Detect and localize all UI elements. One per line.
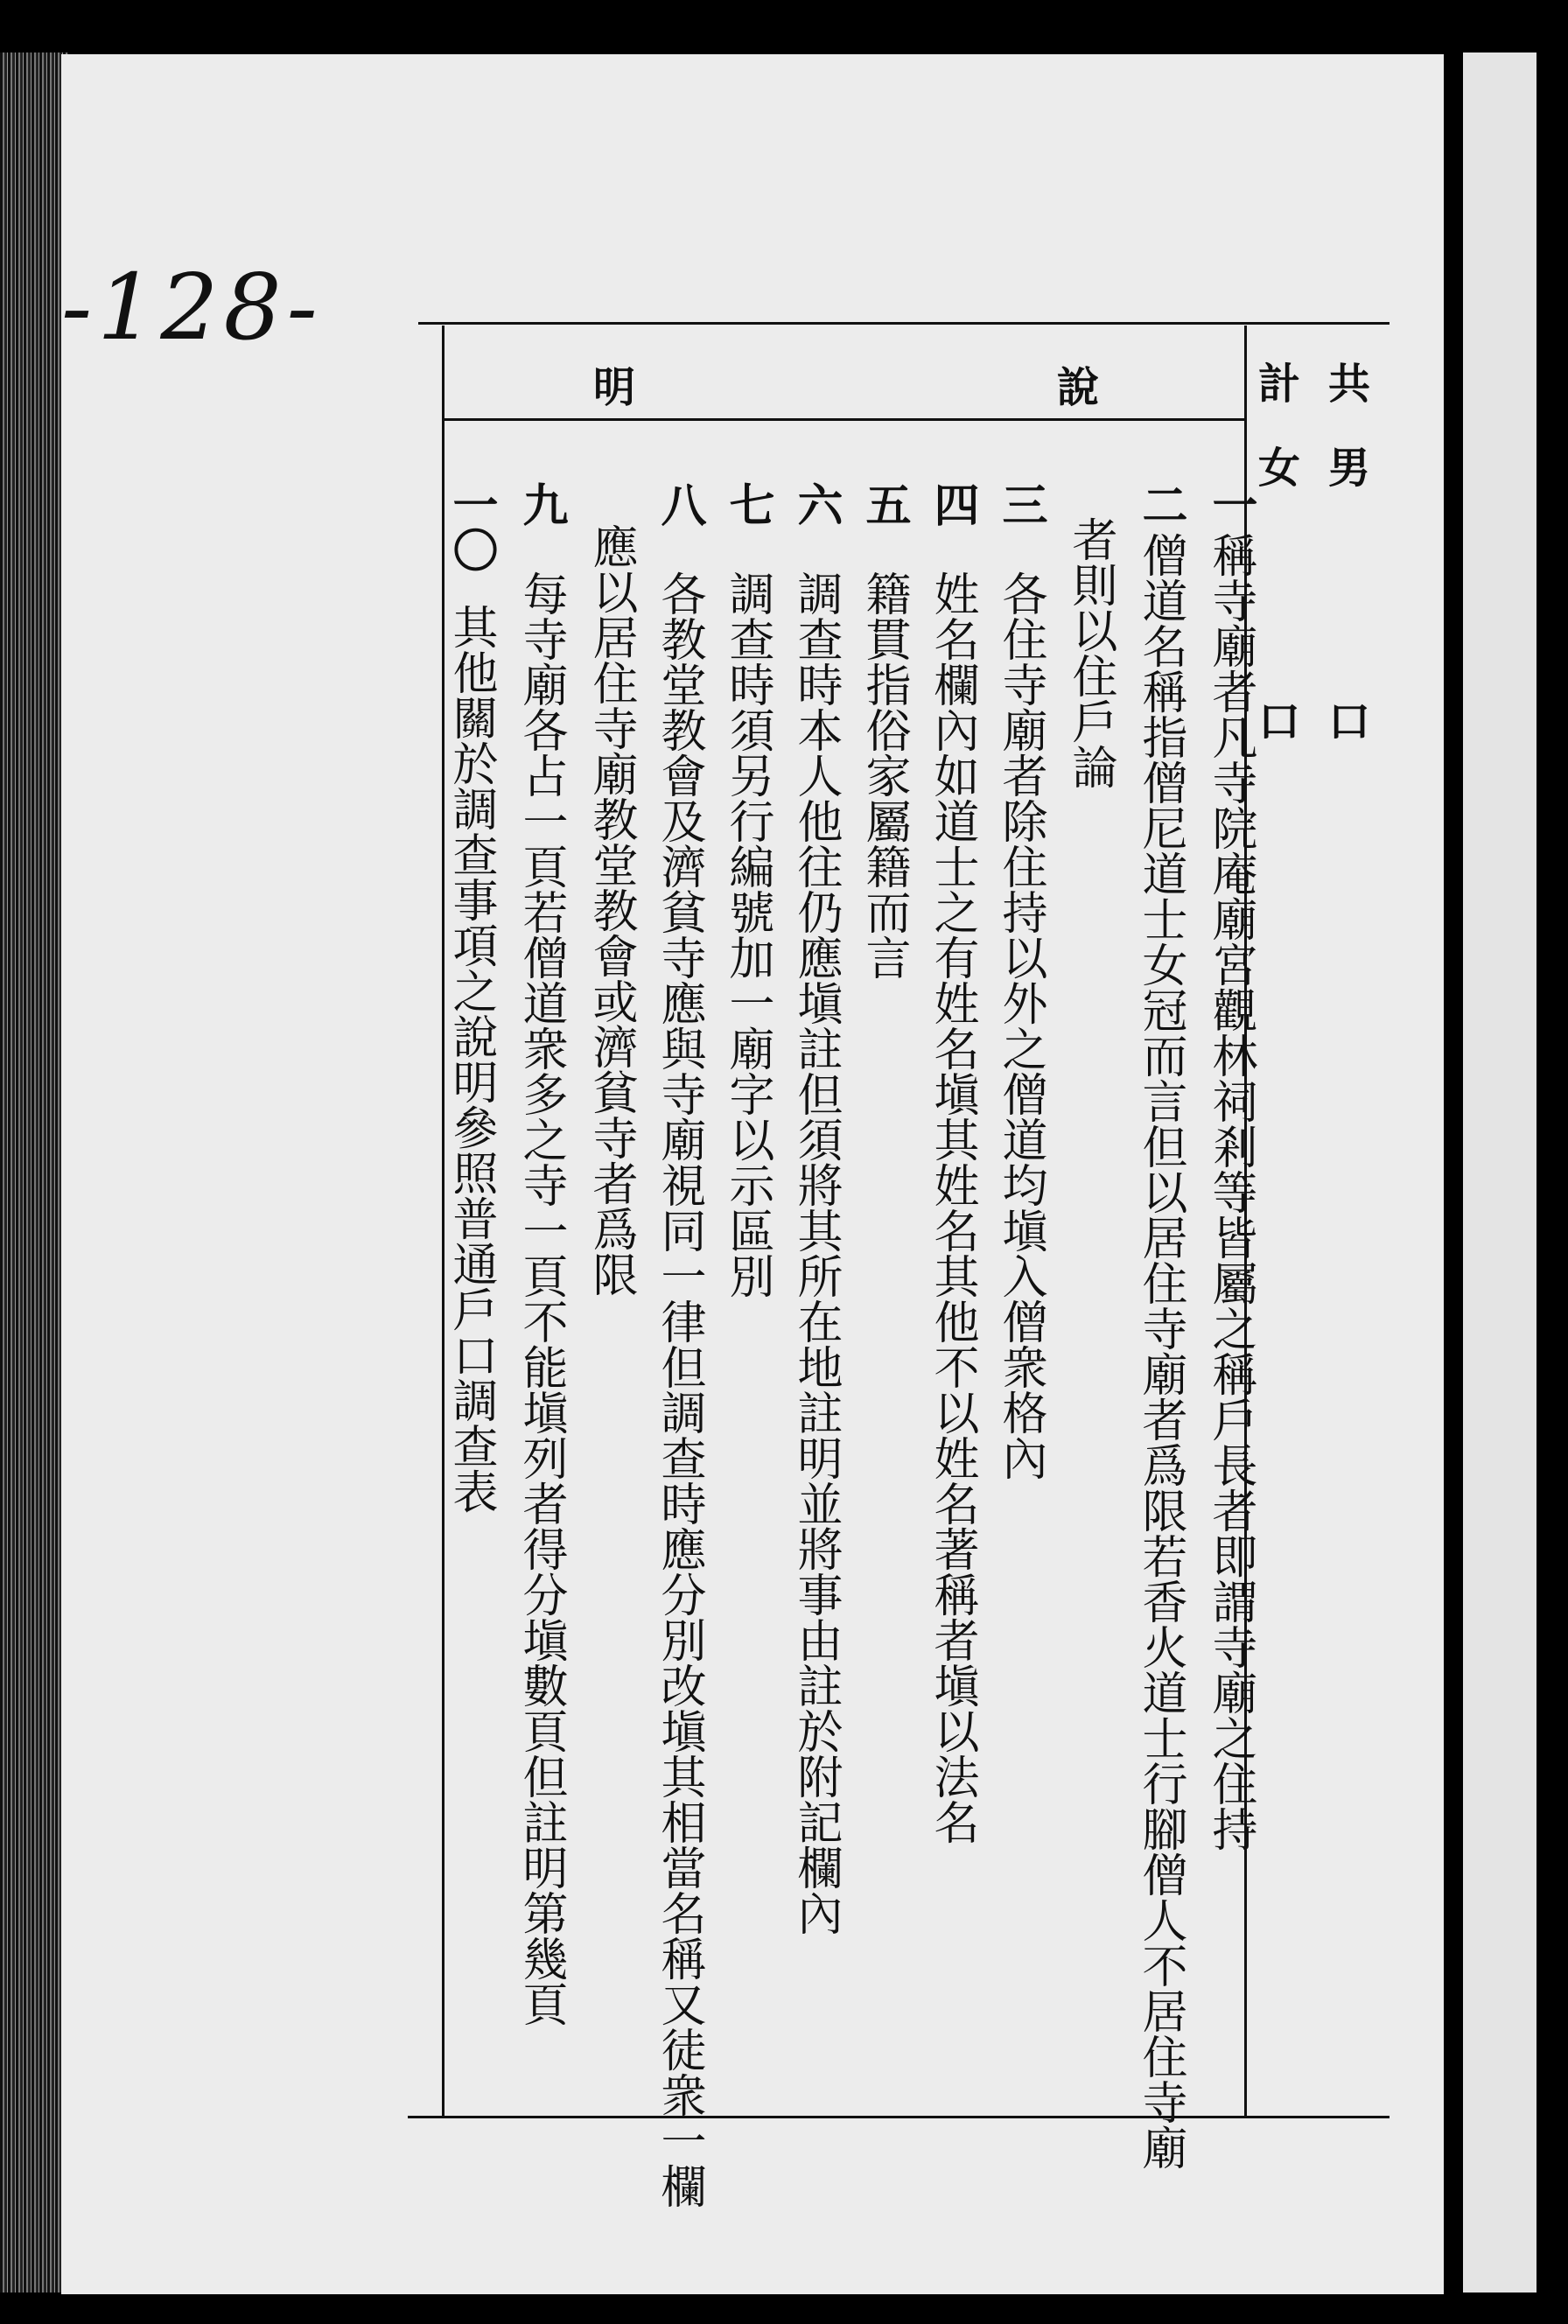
section-title-ming: 明: [593, 363, 636, 412]
item-8-text: 各教堂教會及濟貧寺應與寺廟視同一律但調查時應分別改塡其相當名稱又徒衆一欄: [653, 570, 705, 2208]
item-8-number: 八: [653, 481, 706, 527]
next-page-edge: [1463, 52, 1536, 2292]
section-title-shuo: 說: [1057, 363, 1100, 412]
item-5-text: 籍貫指俗家屬籍而言: [858, 570, 910, 980]
table-top-rule: [418, 322, 1390, 325]
item-6-number: 六: [789, 481, 843, 527]
item-5-number: 五: [858, 481, 911, 527]
female-label: 女: [1258, 444, 1301, 493]
item-3-number: 三: [994, 481, 1047, 527]
item-2-continuation: 者則以住戶論: [1064, 516, 1116, 789]
male-label: 男: [1328, 444, 1371, 493]
item-1-text: 稱寺廟者凡寺院庵廟宮觀林祠剎等皆屬之稱戶長者即謂寺廟之住持: [1204, 532, 1256, 1852]
item-6-text: 調查時本人他往仍應塡註但須將其所在地註明並將事由註於附記欄內: [789, 570, 842, 1936]
item-8-continuation: 應以居住寺廟教堂教會或濟貧寺者爲限: [584, 523, 637, 1297]
female-count-unit: 口: [1258, 697, 1301, 746]
heading-rule: [442, 418, 1245, 421]
item-9-number: 九: [514, 481, 568, 527]
item-9-text: 每寺廟各占一頁若僧道衆多之寺一頁不能塡列者得分塡數頁但註明第幾頁: [514, 570, 567, 2026]
item-1-number: 一: [1204, 481, 1257, 527]
book-binding: [0, 52, 68, 2292]
item-4-number: 四: [926, 481, 979, 527]
male-count-unit: 口: [1328, 697, 1371, 746]
gong-label: 共: [1328, 360, 1371, 409]
item-10-number: 一〇: [444, 481, 498, 572]
item-4-text: 姓名欄內如道士之有姓名塡其姓名其他不以姓名著稱者塡以法名: [926, 570, 978, 1844]
item-7-number: 七: [721, 481, 774, 527]
item-7-text: 調查時須另行編號加一廟字以示區別: [721, 570, 774, 1298]
page-number: -128-: [61, 254, 323, 360]
item-2-number: 二: [1134, 481, 1187, 527]
item-3-text: 各住寺廟者除住持以外之僧道均塡入僧衆格內: [994, 570, 1046, 1480]
table-bottom-rule: [408, 2116, 1390, 2118]
item-2-text: 僧道名稱指僧尼道士女冠而言但以居住寺廟者爲限若香火道士行腳僧人不居住寺廟: [1134, 532, 1186, 2170]
ji-label: 計: [1258, 360, 1301, 409]
item-10-text: 其他關於調查事項之說明參照普通戶口調查表: [444, 604, 497, 1514]
